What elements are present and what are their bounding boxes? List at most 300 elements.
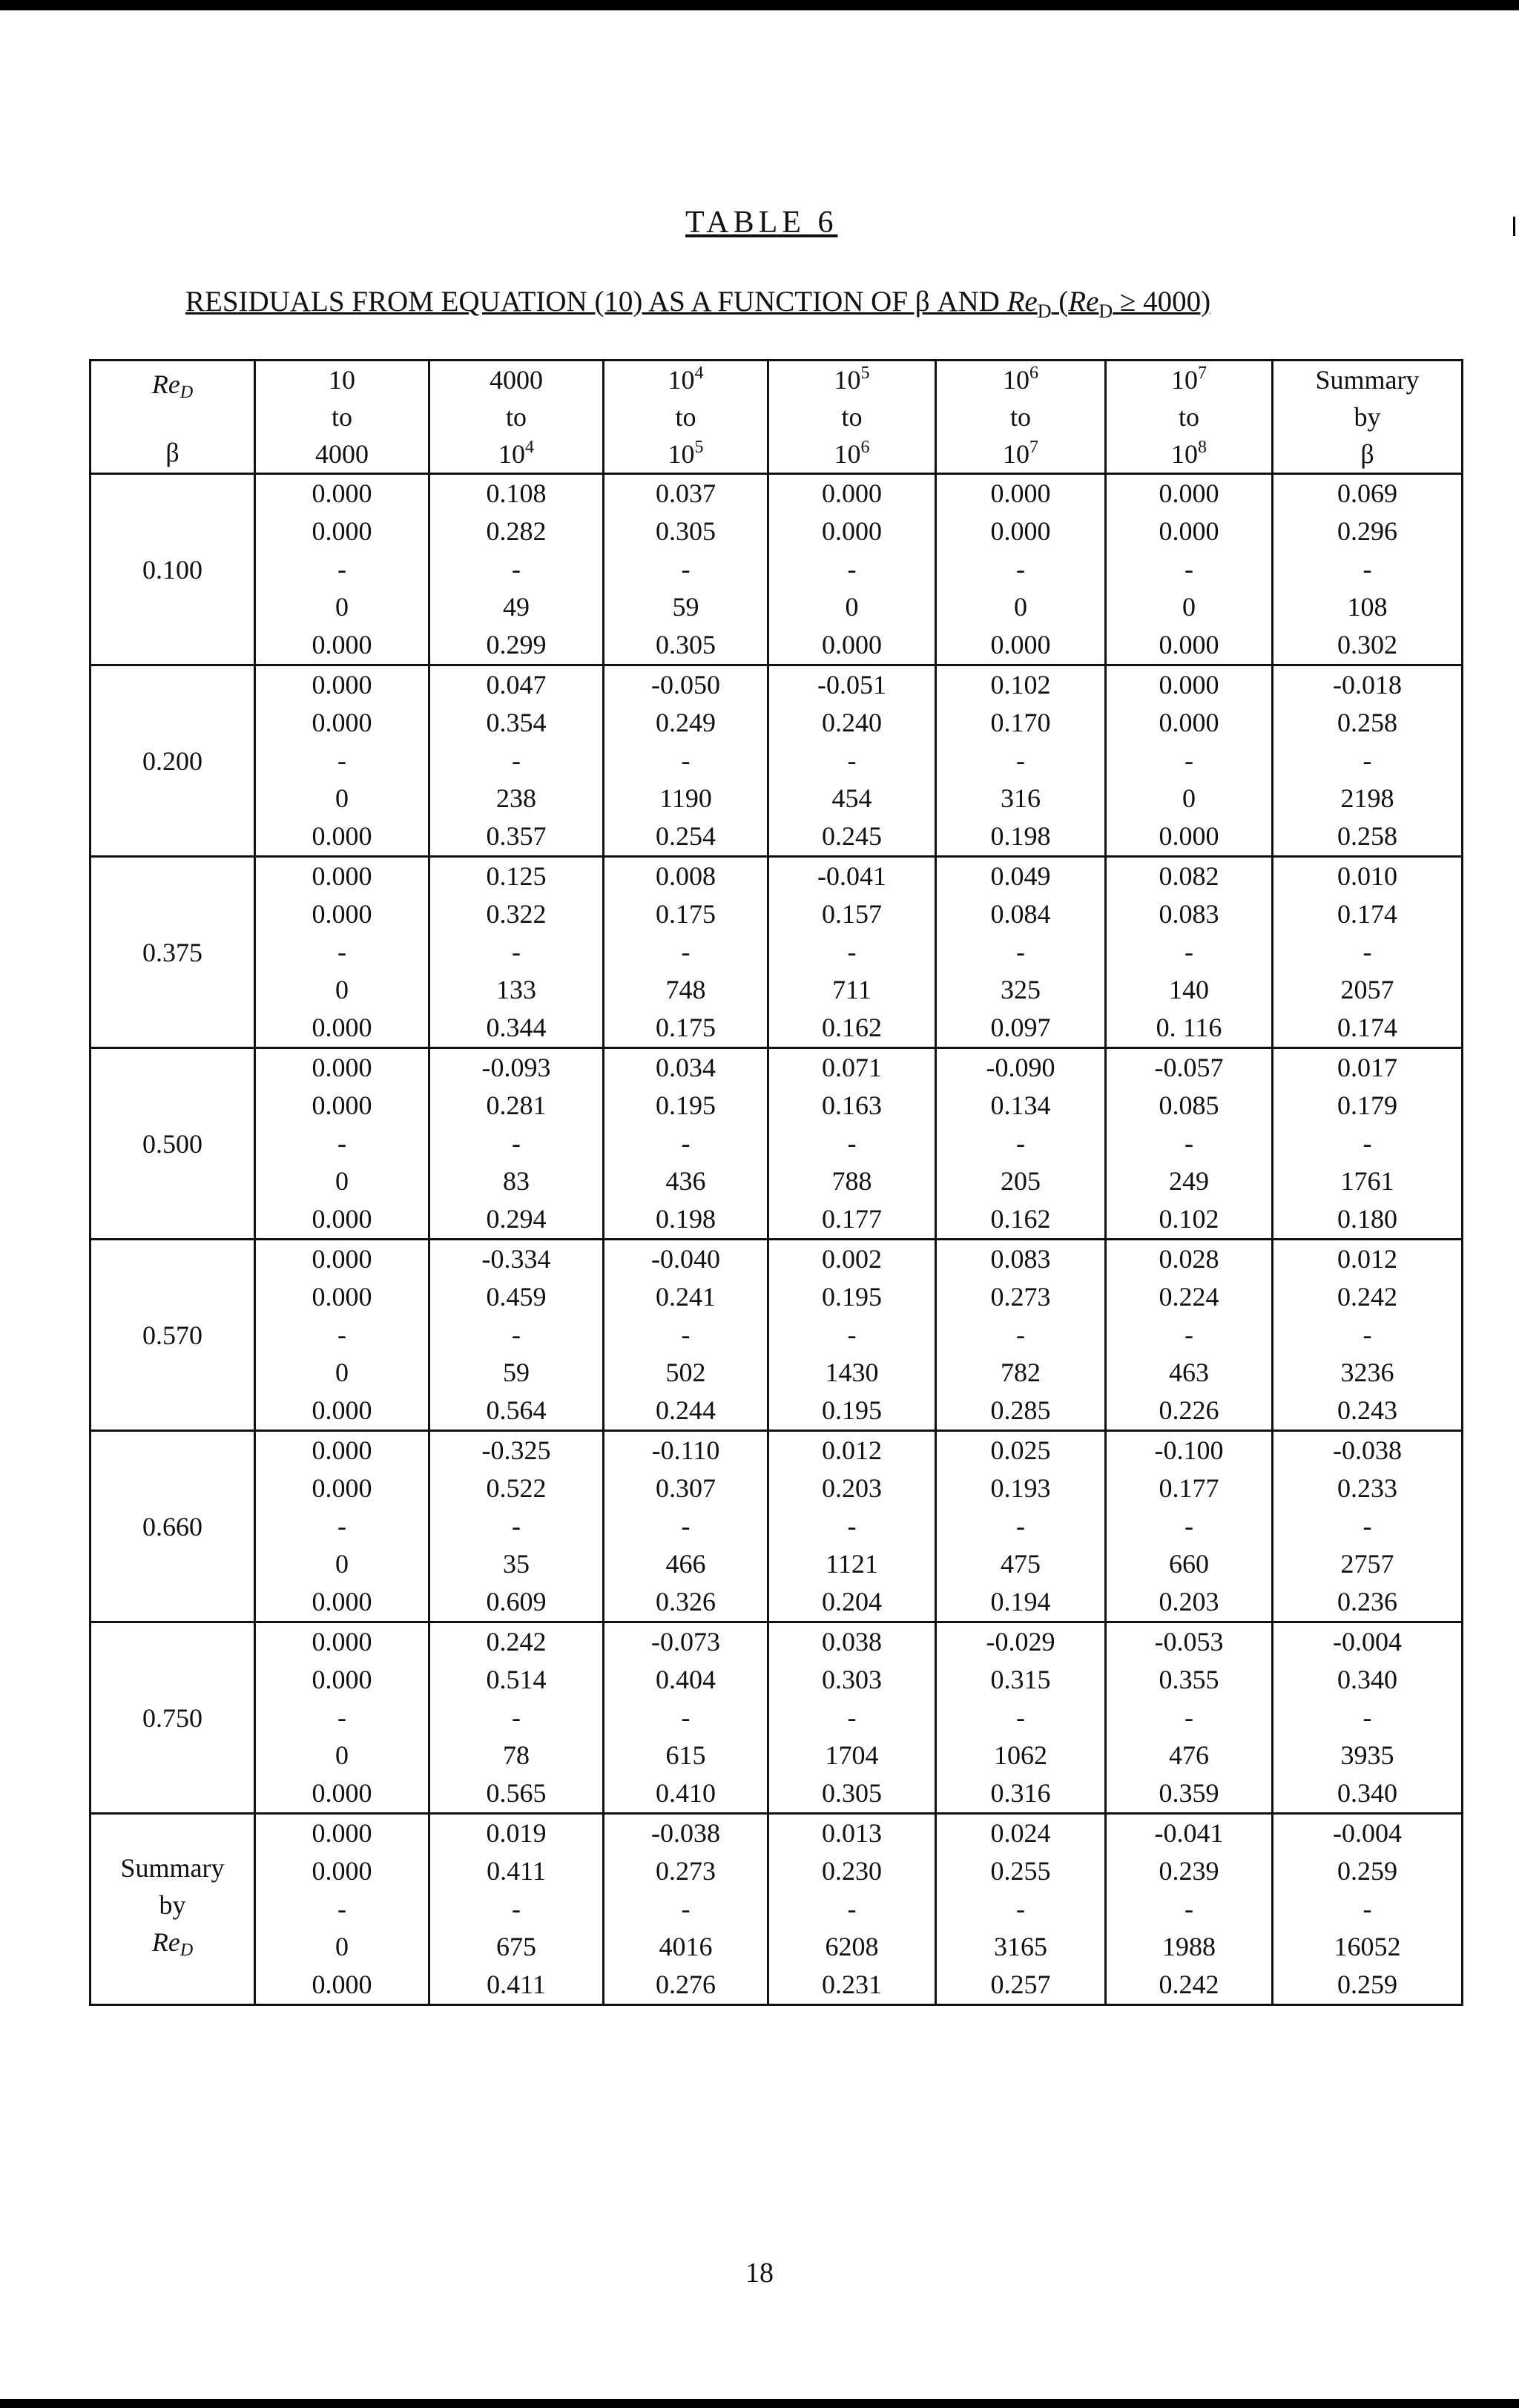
cell-value: 0.000 xyxy=(312,1778,372,1808)
cell-value: -0.057 xyxy=(1154,1053,1224,1082)
table-cell xyxy=(936,1240,1106,1431)
column-header-to: to xyxy=(331,402,352,432)
cell-value: 0.097 xyxy=(990,1013,1051,1042)
cell-value: 0.024 xyxy=(990,1818,1051,1848)
table-cell xyxy=(936,1622,1106,1814)
cell-value: 3236 xyxy=(1340,1358,1394,1387)
cell-value: -0.053 xyxy=(1154,1627,1224,1657)
beta-row-0.570 xyxy=(90,1240,1463,1431)
cell-value: 49 xyxy=(503,592,530,622)
cell-value: 0.000 xyxy=(312,1970,372,1999)
cell-value: 0 xyxy=(335,1740,349,1770)
cell-value: -0.100 xyxy=(1154,1435,1224,1465)
cell-value: 0.000 xyxy=(312,708,372,737)
table-cell xyxy=(255,1048,429,1240)
cell-value: 0.157 xyxy=(822,899,882,929)
cell-value: 0.243 xyxy=(1337,1395,1397,1425)
cell-value: - xyxy=(1363,1894,1372,1924)
cell-value: 0.179 xyxy=(1337,1090,1397,1120)
cell-value: 0.305 xyxy=(822,1778,882,1808)
cell-value: 0 xyxy=(1014,592,1027,622)
table-cell xyxy=(936,474,1106,665)
cell-value: 0.000 xyxy=(312,1244,372,1274)
cell-value: 0.082 xyxy=(1159,861,1219,891)
column-header-from: $10^5$ xyxy=(834,363,870,395)
cell-value: 0.102 xyxy=(990,670,1051,700)
cell-value: - xyxy=(1363,1703,1372,1732)
cell-value: - xyxy=(512,1128,521,1158)
cell-value: - xyxy=(1184,746,1193,775)
cell-value: 0.085 xyxy=(1159,1090,1219,1120)
cell-value: -0.040 xyxy=(651,1244,720,1274)
table-cell xyxy=(1273,474,1463,665)
column-header-4 xyxy=(768,361,936,474)
cell-value: 0.305 xyxy=(656,630,716,659)
cell-value: 0.315 xyxy=(990,1665,1051,1694)
cell-value: - xyxy=(1016,1894,1025,1924)
column-header-until: $10^6$ xyxy=(834,438,870,469)
cell-value: 475 xyxy=(1001,1549,1041,1579)
cell-value: 133 xyxy=(496,975,536,1004)
cell-value: - xyxy=(1363,554,1372,584)
cell-value: 0.276 xyxy=(656,1970,716,1999)
subtitle-paren: ( xyxy=(1051,286,1069,318)
row-label: 0.500 xyxy=(90,1048,255,1240)
column-header-from: $10^6$ xyxy=(1003,363,1038,395)
table-cell xyxy=(604,1048,768,1240)
cell-value: -0.038 xyxy=(651,1818,720,1848)
cell-value: - xyxy=(847,746,857,775)
cell-value: 0.134 xyxy=(990,1090,1051,1120)
cell-value: 0.411 xyxy=(487,1970,546,1999)
table-cell xyxy=(1273,1622,1463,1814)
corner-re-label: $Re_D$ xyxy=(151,369,194,402)
cell-value: 0.299 xyxy=(486,630,547,659)
cell-value: 6208 xyxy=(825,1932,879,1961)
column-header-until: 4000 xyxy=(315,439,369,469)
scan-top-border xyxy=(0,0,1519,10)
cell-value: 249 xyxy=(1169,1166,1209,1196)
cell-value: 0.000 xyxy=(1159,630,1219,659)
cell-value: 0.236 xyxy=(1337,1587,1397,1616)
column-header-from: $10^7$ xyxy=(1171,363,1207,395)
cell-value: - xyxy=(1184,937,1193,967)
cell-value: - xyxy=(1363,937,1372,967)
table-cell xyxy=(604,1622,768,1814)
cell-value: 0.177 xyxy=(822,1204,882,1234)
cell-value: 0.071 xyxy=(822,1053,882,1082)
page-number: 18 xyxy=(745,2257,774,2289)
cell-value: 0.000 xyxy=(312,1435,372,1465)
cell-value: 0.000 xyxy=(312,630,372,659)
cell-value: 782 xyxy=(1001,1358,1041,1387)
row-label: 0.750 xyxy=(90,1622,255,1814)
column-header-3 xyxy=(604,361,768,474)
cell-value: 0.175 xyxy=(656,1013,716,1042)
column-header-to: to xyxy=(675,402,696,432)
cell-value: 0.195 xyxy=(822,1282,882,1312)
table-cell xyxy=(1106,665,1273,857)
cell-value: 0.000 xyxy=(312,516,372,546)
table-cell xyxy=(604,1814,768,2005)
cell-value: - xyxy=(512,1703,521,1732)
cell-value: 0 xyxy=(335,1358,349,1387)
cell-value: 476 xyxy=(1169,1740,1209,1770)
cell-value: - xyxy=(1016,1320,1025,1349)
cell-value: 0.000 xyxy=(822,630,882,659)
cell-value: 0.244 xyxy=(656,1395,716,1425)
cell-value: 0.000 xyxy=(312,1053,372,1082)
cell-value: 0.083 xyxy=(1159,899,1219,929)
cell-value: -0.090 xyxy=(986,1053,1055,1082)
column-header-from: $10^4$ xyxy=(668,363,704,395)
cell-value: 0.000 xyxy=(312,1282,372,1312)
cell-value: 0.305 xyxy=(656,516,716,546)
cell-value: 0.017 xyxy=(1337,1053,1397,1082)
beta-row-0.100 xyxy=(90,474,1463,665)
cell-value: - xyxy=(681,937,691,967)
cell-value: 0.240 xyxy=(822,708,882,737)
cell-value: 0.010 xyxy=(1337,861,1397,891)
column-header-until: $10^4$ xyxy=(498,438,534,469)
cell-value: 0.340 xyxy=(1337,1665,1397,1694)
table-cell xyxy=(1273,1431,1463,1622)
row-label: 0.570 xyxy=(90,1240,255,1431)
cell-value: 0.102 xyxy=(1159,1204,1219,1234)
table-cell xyxy=(604,1240,768,1431)
cell-value: 0.204 xyxy=(822,1587,882,1616)
cell-value: 0.000 xyxy=(312,1665,372,1694)
cell-value: 0.282 xyxy=(486,516,547,546)
cell-value: 0.047 xyxy=(486,670,547,700)
cell-value: - xyxy=(681,746,691,775)
cell-value: - xyxy=(847,937,857,967)
cell-value: 436 xyxy=(665,1166,706,1196)
cell-value: 0 xyxy=(335,1932,349,1961)
cell-value: 0.230 xyxy=(822,1856,882,1886)
summary-row xyxy=(90,1814,1463,2005)
cell-value: 615 xyxy=(665,1740,706,1770)
cell-value: - xyxy=(337,1320,346,1349)
table-cell xyxy=(936,1814,1106,2005)
table-cell xyxy=(768,857,936,1048)
cell-value: 0.174 xyxy=(1337,899,1397,929)
cell-value: 0.242 xyxy=(1159,1970,1219,1999)
table-cell xyxy=(768,665,936,857)
cell-value: - xyxy=(681,554,691,584)
table-cell xyxy=(768,1240,936,1431)
cell-value: 0.000 xyxy=(312,821,372,851)
cell-value: 0.242 xyxy=(486,1627,547,1657)
cell-value: 0.203 xyxy=(822,1473,882,1503)
cell-value: 1121 xyxy=(826,1549,878,1579)
cell-value: 0.000 xyxy=(1159,516,1219,546)
column-header-to: to xyxy=(1009,402,1031,432)
cell-value: 0 xyxy=(1182,783,1196,813)
cell-value: 502 xyxy=(665,1358,706,1387)
cell-value: -0.004 xyxy=(1333,1627,1402,1657)
cell-value: 0 xyxy=(335,783,349,813)
cell-value: 0.609 xyxy=(486,1587,547,1616)
table-cell xyxy=(255,1814,429,2005)
table-cell xyxy=(255,1431,429,1622)
cell-value: 0.049 xyxy=(990,861,1051,891)
cell-value: 0.226 xyxy=(1159,1395,1219,1425)
subtitle-suffix: ≥ 4000) xyxy=(1113,286,1211,318)
cell-value: 0.195 xyxy=(822,1395,882,1425)
table-cell xyxy=(768,1048,936,1240)
cell-value: - xyxy=(512,1894,521,1924)
cell-value: 675 xyxy=(496,1932,536,1961)
cell-value: 83 xyxy=(503,1166,530,1196)
column-header-until: $10^8$ xyxy=(1171,438,1207,469)
cell-value: 35 xyxy=(503,1549,530,1579)
cell-value: 0.069 xyxy=(1337,478,1397,508)
cell-value: 0.000 xyxy=(312,1818,372,1848)
cell-value: 0.355 xyxy=(1159,1665,1219,1694)
cell-value: -0.029 xyxy=(986,1627,1055,1657)
cell-value: 0.000 xyxy=(312,1013,372,1042)
subtitle-re2: Re xyxy=(1068,286,1099,318)
cell-value: 0.203 xyxy=(1159,1587,1219,1616)
cell-value: 0.224 xyxy=(1159,1282,1219,1312)
cell-value: 0.000 xyxy=(312,1395,372,1425)
table-cell xyxy=(1106,857,1273,1048)
cell-value: -0.041 xyxy=(817,861,886,891)
cell-value: 0.000 xyxy=(312,1587,372,1616)
cell-value: 3165 xyxy=(994,1932,1047,1961)
cell-value: 0.162 xyxy=(822,1013,882,1042)
table-cell xyxy=(1106,1240,1273,1431)
cell-value: 205 xyxy=(1001,1166,1041,1196)
cell-value: 0.273 xyxy=(990,1282,1051,1312)
cell-value: - xyxy=(1184,1894,1193,1924)
table-title: TABLE 6 xyxy=(685,205,838,240)
cell-value: 0.564 xyxy=(486,1395,547,1425)
column-header-from: Summary xyxy=(1315,365,1420,395)
cell-value: 0.012 xyxy=(1337,1244,1397,1274)
cell-value: 0.357 xyxy=(486,821,547,851)
cell-value: 0 xyxy=(845,592,859,622)
cell-value: - xyxy=(337,1703,346,1732)
cell-value: 0.013 xyxy=(822,1818,882,1848)
cell-value: - xyxy=(337,937,346,967)
table-subtitle xyxy=(185,285,1372,323)
cell-value: - xyxy=(1016,554,1025,584)
cell-value: - xyxy=(681,1703,691,1732)
cell-value: 2057 xyxy=(1340,975,1394,1004)
cell-value: 4016 xyxy=(659,1932,713,1961)
cell-value: 0.259 xyxy=(1337,1970,1397,1999)
beta-row-0.750 xyxy=(90,1622,1463,1814)
cell-value: 0.231 xyxy=(822,1970,882,1999)
cell-value: 0.084 xyxy=(990,899,1051,929)
table-cell xyxy=(255,665,429,857)
table-cell xyxy=(429,665,604,857)
column-header-2 xyxy=(429,361,604,474)
table-cell xyxy=(255,1240,429,1431)
table-cell xyxy=(429,1240,604,1431)
residuals-table xyxy=(89,359,1463,2006)
column-header-to: by xyxy=(1354,402,1381,432)
cell-value: 0.000 xyxy=(312,478,372,508)
subtitle-re-sub: D xyxy=(1037,300,1052,322)
column-header-to: to xyxy=(505,402,527,432)
cell-value: 0.514 xyxy=(486,1665,547,1694)
cell-value: 0.175 xyxy=(656,899,716,929)
table-cell xyxy=(1106,1431,1273,1622)
cell-value: 748 xyxy=(665,975,706,1004)
cell-value: 0.303 xyxy=(822,1665,882,1694)
cell-value: 1704 xyxy=(825,1740,879,1770)
cell-value: 0.125 xyxy=(486,861,547,891)
cell-value: 1761 xyxy=(1340,1166,1394,1196)
subtitle-re: Re xyxy=(1006,286,1038,318)
beta-row-0.660 xyxy=(90,1431,1463,1622)
cell-value: 0.019 xyxy=(486,1818,547,1848)
cell-value: 0.354 xyxy=(486,708,547,737)
cell-value: 0.239 xyxy=(1159,1856,1219,1886)
subtitle-prefix: RESIDUALS FROM EQUATION (10) AS A FUNCTION OF β AND xyxy=(185,286,1007,318)
cell-value: 0.000 xyxy=(312,1090,372,1120)
cell-value: 108 xyxy=(1347,592,1388,622)
cell-value: 0.083 xyxy=(990,1244,1051,1274)
cell-value: 3935 xyxy=(1340,1740,1394,1770)
cell-value: 0.000 xyxy=(312,1473,372,1503)
cell-value: 0.410 xyxy=(656,1778,716,1808)
cell-value: 1430 xyxy=(825,1358,879,1387)
cell-value: - xyxy=(1363,1128,1372,1158)
cell-value: - xyxy=(337,746,346,775)
cell-value: 711 xyxy=(832,975,871,1004)
cell-value: 0 xyxy=(335,1549,349,1579)
cell-value: - xyxy=(847,1703,857,1732)
table-cell xyxy=(255,474,429,665)
cell-value: 0.316 xyxy=(990,1778,1051,1808)
cell-value: 1062 xyxy=(994,1740,1047,1770)
cell-value: - xyxy=(681,1894,691,1924)
scan-edge-mark xyxy=(1513,217,1515,236)
cell-value: - xyxy=(1363,1511,1372,1541)
cell-value: 0.322 xyxy=(486,899,547,929)
cell-value: - xyxy=(337,554,346,584)
cell-value: 0.025 xyxy=(990,1435,1051,1465)
cell-value: -0.073 xyxy=(651,1627,720,1657)
table-cell xyxy=(255,1622,429,1814)
beta-row-0.375 xyxy=(90,857,1463,1048)
beta-row-0.500 xyxy=(90,1048,1463,1240)
cell-value: - xyxy=(1016,1128,1025,1158)
table-cell xyxy=(936,1431,1106,1622)
cell-value: -0.041 xyxy=(1154,1818,1224,1848)
cell-value: - xyxy=(847,1320,857,1349)
cell-value: - xyxy=(1184,1128,1193,1158)
table-cell xyxy=(1273,857,1463,1048)
cell-value: - xyxy=(512,937,521,967)
cell-value: 0.344 xyxy=(486,1013,547,1042)
cell-value: - xyxy=(681,1511,691,1541)
cell-value: 325 xyxy=(1001,975,1041,1004)
cell-value: 316 xyxy=(1001,783,1041,813)
cell-value: 16052 xyxy=(1334,1932,1401,1961)
cell-value: 454 xyxy=(831,783,872,813)
table-cell xyxy=(1273,1814,1463,2005)
column-header-until: $10^5$ xyxy=(668,438,704,469)
table-cell xyxy=(604,857,768,1048)
cell-value: -0.093 xyxy=(481,1053,551,1082)
cell-value: 0.302 xyxy=(1337,630,1397,659)
cell-value: 0.037 xyxy=(656,478,716,508)
cell-value: - xyxy=(512,554,521,584)
cell-value: - xyxy=(512,746,521,775)
table-cell xyxy=(1106,474,1273,665)
cell-value: 0.255 xyxy=(990,1856,1051,1886)
cell-value: 0.000 xyxy=(822,478,882,508)
table-cell xyxy=(1106,1622,1273,1814)
cell-value: - xyxy=(847,554,857,584)
cell-value: - xyxy=(1016,746,1025,775)
table-cell xyxy=(768,474,936,665)
cell-value: 238 xyxy=(496,783,536,813)
row-label: 0.100 xyxy=(90,474,255,665)
cell-value: 0.000 xyxy=(312,861,372,891)
cell-value: - xyxy=(1016,1703,1025,1732)
cell-value: 0.000 xyxy=(1159,821,1219,851)
column-header-7 xyxy=(1273,361,1463,474)
cell-value: 0.195 xyxy=(656,1090,716,1120)
cell-value: 0.259 xyxy=(1337,1856,1397,1886)
cell-value: 0.258 xyxy=(1337,708,1397,737)
cell-value: 0.163 xyxy=(822,1090,882,1120)
cell-value: - xyxy=(512,1511,521,1541)
table-cell xyxy=(429,1431,604,1622)
table-cell xyxy=(604,474,768,665)
table-cell xyxy=(429,1814,604,2005)
cell-value: 0.000 xyxy=(1159,708,1219,737)
cell-value: 0.000 xyxy=(312,1856,372,1886)
table-cell xyxy=(604,665,768,857)
cell-value: 0.177 xyxy=(1159,1473,1219,1503)
table-cell xyxy=(429,1622,604,1814)
row-label: 0.660 xyxy=(90,1431,255,1622)
cell-value: 0.296 xyxy=(1337,516,1397,546)
cell-value: - xyxy=(1184,1511,1193,1541)
cell-value: -0.051 xyxy=(817,670,886,700)
cell-value: 466 xyxy=(665,1549,706,1579)
corner-beta-label: β xyxy=(165,438,179,467)
cell-value: 788 xyxy=(831,1166,872,1196)
cell-value: -0.325 xyxy=(481,1435,551,1465)
cell-value: - xyxy=(1184,554,1193,584)
cell-value: 0.257 xyxy=(990,1970,1051,1999)
table-cell xyxy=(1273,1240,1463,1431)
cell-value: 0.281 xyxy=(486,1090,547,1120)
cell-value: - xyxy=(847,1128,857,1158)
table-cell xyxy=(936,1048,1106,1240)
cell-value: 0.000 xyxy=(822,516,882,546)
cell-value: - xyxy=(847,1894,857,1924)
cell-value: 0.241 xyxy=(656,1282,716,1312)
table-cell xyxy=(1273,1048,1463,1240)
cell-value: 0.012 xyxy=(822,1435,882,1465)
cell-value: 0.174 xyxy=(1337,1013,1397,1042)
table-cell xyxy=(429,857,604,1048)
cell-value: 0.000 xyxy=(312,1627,372,1657)
cell-value: 0 xyxy=(335,592,349,622)
table-cell xyxy=(936,857,1106,1048)
cell-value: 0.565 xyxy=(486,1778,547,1808)
cell-value: - xyxy=(1184,1703,1193,1732)
